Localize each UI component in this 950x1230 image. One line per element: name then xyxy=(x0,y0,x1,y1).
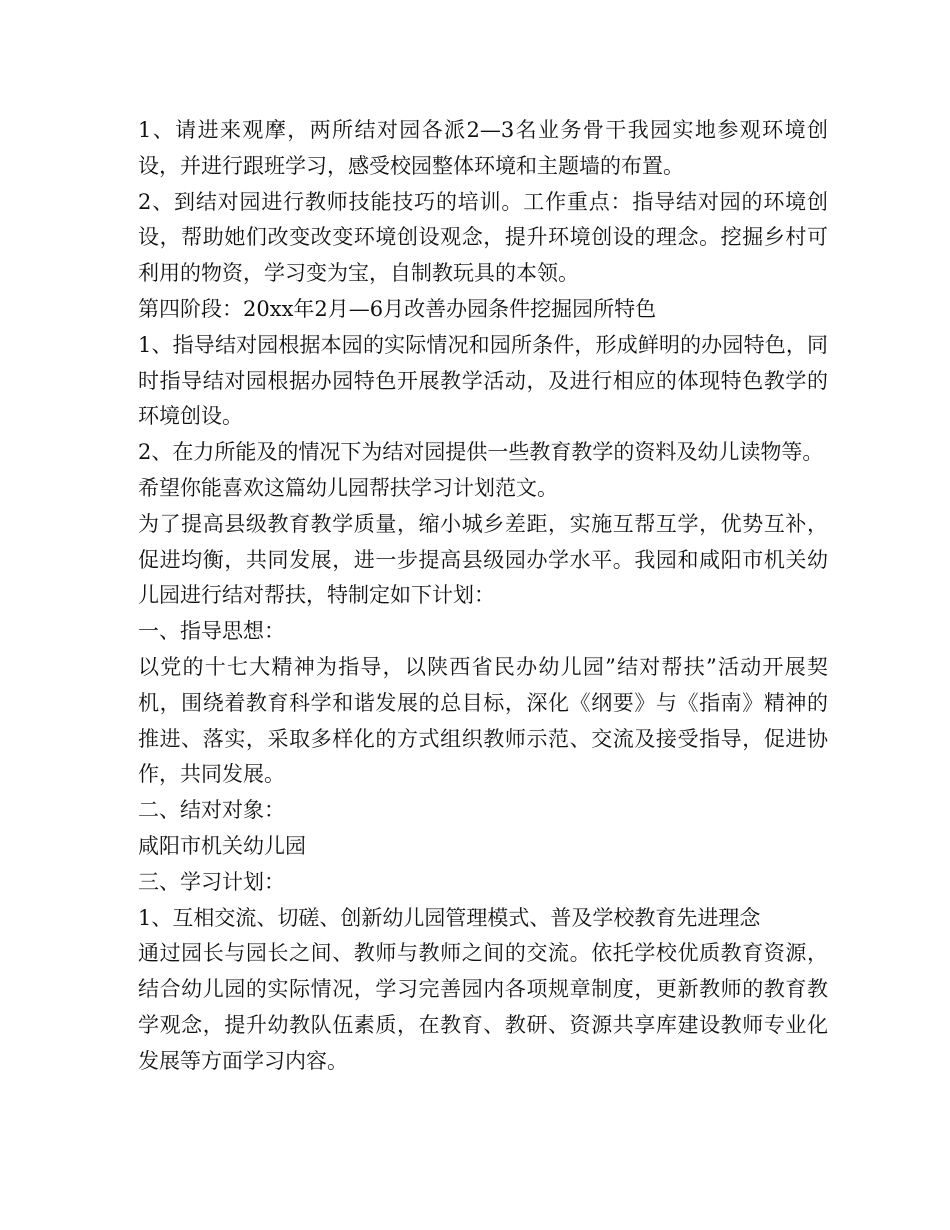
paragraph-exchange-item: 1、互相交流、切磋、创新幼儿园管理模式、普及学校教育先进理念 xyxy=(138,905,761,930)
paragraph-exchange-detail: 通过园长与园长之间、教师与教师之间的交流。依托学校优质教育资源，结合幼儿园的实际情况，学习完善园内各项规章制度，更新教师的教育教学观念，提升幼教队伍素质，在教育、教研、资源共享库建设教师专业化发展等方面学习内容。 xyxy=(138,941,828,1073)
paragraph-guiding-thought: 以党的十七大精神为指导，以陕西省民办幼儿园”结对帮扶”活动开展契机，围绕着教育科学和谐发展的总目标，深化《纲要》与《指南》精神的推进、落实，采取多样化的方式组织教师示范、交流及接受指导，促进协作，共同发展。 xyxy=(138,654,828,787)
paragraph-pairing-target: 咸阳市机关幼儿园 xyxy=(138,833,306,858)
paragraph-closing-wish: 希望你能喜欢这篇幼儿园帮扶学习计划范文。 xyxy=(138,475,558,500)
document-body xyxy=(138,113,828,1080)
paragraph-guide-features: 1、指导结对园根据本园的实际情况和园所条件，形成鲜明的办园特色，同时指导结对园根据办园特色开展教学活动，及进行相应的体现特色教学的环境创设。 xyxy=(138,332,828,429)
paragraph-visit-observe: 1、请进来观摩，两所结对园各派2—3名业务骨干我园实地参观环境创设，并进行跟班学习，感受校园整体环境和主题墙的布置。 xyxy=(138,118,828,178)
heading-guiding-thought: 一、指导思想： xyxy=(138,619,285,644)
paragraph-provide-materials: 2、在力所能及的情况下为结对园提供一些教育教学的资料及幼儿读物等。 xyxy=(138,440,824,465)
paragraph-intro: 为了提高县级教育教学质量，缩小城乡差距，实施互帮互学，优势互补，促进均衡，共同发展，进一步提高县级园办学水平。我园和咸阳市机关幼儿园进行结对帮扶，特制定如下计划： xyxy=(138,511,828,608)
heading-pairing-target: 二、结对对象： xyxy=(138,798,285,823)
heading-study-plan: 三、学习计划： xyxy=(138,869,285,894)
paragraph-stage-four-heading: 第四阶段：20xx年2月—6月改善办园条件挖掘园所特色 xyxy=(138,296,657,321)
paragraph-teacher-training: 2、到结对园进行教师技能技巧的培训。工作重点：指导结对园的环境创设，帮助她们改变改变环境创设观念，提升环境创设的理念。挖掘乡村可利用的物资，学习变为宝，自制教玩具的本领。 xyxy=(138,189,828,286)
